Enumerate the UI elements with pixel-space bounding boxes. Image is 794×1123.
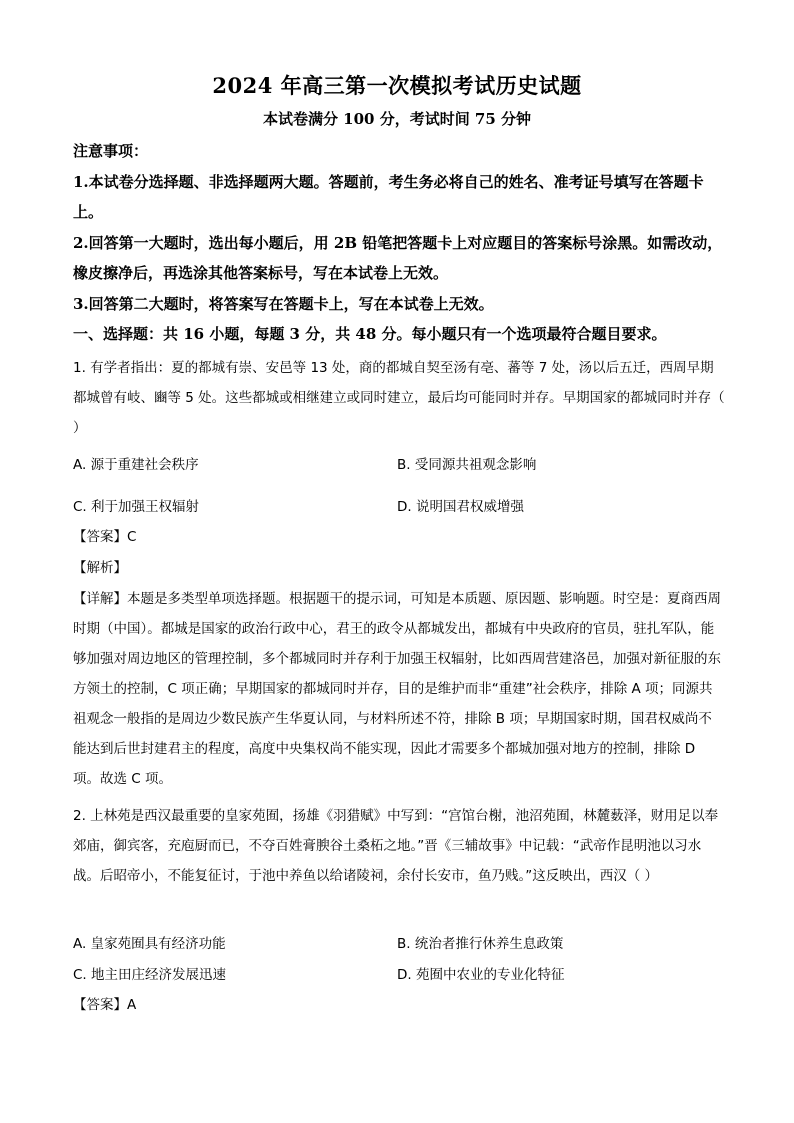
q1-option-b: B. 受同源共祖观念影响 bbox=[397, 457, 537, 473]
detail-label: 【详解】 bbox=[73, 591, 127, 607]
notice-heading: 注意事项： bbox=[73, 142, 149, 160]
q2-option-b: B. 统治者推行休养生息政策 bbox=[397, 936, 564, 952]
answer-label: 【答案】 bbox=[73, 997, 127, 1013]
q2-answer bbox=[73, 993, 136, 1013]
q1-answer bbox=[73, 525, 136, 545]
notice-block bbox=[73, 136, 725, 350]
q2-option-c: C. 地主田庄经济发展迅速 bbox=[73, 967, 227, 983]
page-subtitle: 本试卷满分 100 分，考试时间 75 分钟 bbox=[262, 110, 532, 128]
detail-text: 本题是多类型单项选择题。根据题干的提示词，可知是本质题、原因题、影响题。时空是：夏商西周时期（中国）。都城是国家的政治行政中心，君王的政令从都城发出，都城有中央政府的官员，驻扎军队，能够加强对周边地区的管理控制，多个都城同时并存利于加强王权辐射，比如西周营建洛邑，加强对新征服的东方领土的控制，C 项正确；早期国家的都城同时并存，目的是维护而非“重建”社会秩序，排除 A 项；同源共祖观念一般指的是周边少数民族产生华夏认同，与材料所述不符，排除 B 项；早期国家时期，国君权威尚不能达到后世封建君主的程度，高度中央集权尚不能实现，因此才需要多个都城加强对地方的控制，排除 D 项。故选 C 项。 bbox=[73, 591, 721, 787]
notice-item: 3.回答第二大题时，将答案写在答题卡上，写在本试卷上无效。 bbox=[73, 294, 494, 313]
notice-item: 1.本试卷分选择题、非选择题两大题。答题前，考生务必将自己的姓名、准考证号填写在答题卡上。 bbox=[73, 172, 704, 221]
answer-label: 【答案】 bbox=[73, 529, 127, 545]
answer-value: A bbox=[127, 997, 137, 1013]
section-heading: 一、选择题：共 16 小题，每题 3 分，共 48 分。每小题只有一个选项最符合题目要求。 bbox=[73, 325, 667, 343]
q1-option-c: C. 利于加强王权辐射 bbox=[73, 499, 200, 515]
question-1-stem: 1. 有学者指出：夏的都城有崇、安邑等 13 处，商的都城自契至汤有亳、蕃等 7 处，汤以后五迁，西周早期都城曾有岐、豳等 5 处。这些都城或相继建立或同时建立，最后均可能同时并存。早期国家的都城同时并存（ ） bbox=[73, 360, 725, 436]
notice-item: 2.回答第一大题时，选出每小题后，用 2B 铅笔把答题卡上对应题目的答案标号涂黑。如需改动，橡皮擦净后，再选涂其他答案标号，写在本试卷上无效。 bbox=[73, 233, 723, 282]
q1-option-a: A. 源于重建社会秩序 bbox=[73, 457, 199, 473]
page-title: 2024 年高三第一次模拟考试历史试题 bbox=[212, 73, 582, 98]
q1-option-d: D. 说明国君权威增强 bbox=[397, 499, 524, 515]
question-2-stem: 2. 上林苑是西汉最重要的皇家苑囿，扬雄《羽猎赋》中写到：“宫馆台榭，池沼苑囿，林麓薮泽，财用足以奉郊庙，御宾客，充庖厨而已，不夺百姓膏腴谷土桑柘之地。”晋《三辅故事》中记载：“武帝作昆明池以习水战。后昭帝小，不能复征讨，于池中养鱼以给诸陵祠，余付长安市，鱼乃贱。”这反映出，西汉（ ） bbox=[73, 808, 719, 884]
q1-analysis-label: 【解析】 bbox=[73, 560, 127, 576]
q2-option-d: D. 苑囿中农业的专业化特征 bbox=[397, 967, 565, 983]
q1-detail bbox=[73, 584, 725, 794]
q2-option-a: A. 皇家苑囿具有经济功能 bbox=[73, 936, 226, 952]
answer-value: C bbox=[127, 529, 137, 545]
